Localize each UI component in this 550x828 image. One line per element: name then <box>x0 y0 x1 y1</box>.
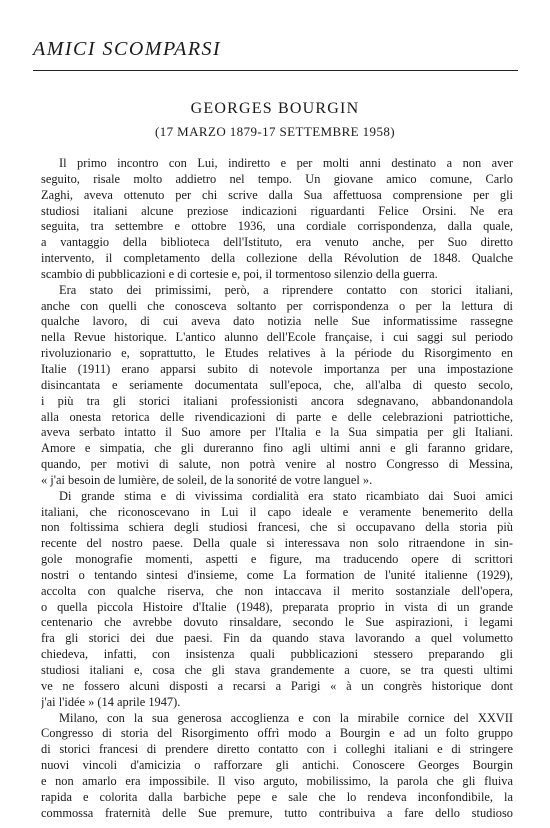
text-line: studiosi italiani alcune preziose indicazioni riguardanti Felice Orsini. Ne era <box>41 203 513 218</box>
text-line: aveva serbato intatto il Suo amore per l'Italia e la Sua simpatia per gli Italiani. <box>41 425 513 440</box>
text-line: j'ai l'idée » (14 aprile 1947). <box>41 694 181 709</box>
text-line: rivoluzionario e, soprattutto, le Etudes relatives à la période du Risorgimento en <box>41 346 513 361</box>
text-line: scambio di pubblicazioni e di cortesie e, poi, il tormentoso silenzio della guerra. <box>41 266 438 281</box>
text-line: quando, per motivi di salute, non potrà venire al nostro Congresso di Messina, <box>41 457 513 472</box>
text-line: nostri o tentando sintesi d'insieme, come La formation de l'unité italienne (1929), <box>41 567 513 582</box>
text-line: recente del nostro paese. Della quale si interessava non solo ritraendone in sin- <box>41 536 513 551</box>
text-line: centenario che avrebbe dovuto rinsaldare, secondo le Sue aspirazioni, i legami <box>41 615 513 630</box>
text-line: italiani, che riconoscevano in Lui il capo ideale e veramente benemerito della <box>41 504 513 519</box>
text-line: Italie (1911) erano apparsi subito di notevole importanza per una impostazione <box>41 361 513 376</box>
text-line: non foltissima schiera degli studiosi francesi, che si occupavano della storia più <box>41 520 513 535</box>
text-line: Il primo incontro con Lui, indiretto e per molti anni destinato a non aver <box>59 156 513 170</box>
text-line: « j'ai besoin de lumière, de soleil, de la sonorité de votre languel ». <box>41 472 373 487</box>
text-line: rapida e colorita dalla barbiche pepe e sale che lo rendeva inconfondibile, la <box>41 789 513 804</box>
text-line: nuovi vincoli d'amicizia o rafforzare gli antichi. Conoscere Georges Bourgin <box>41 758 513 773</box>
text-line: Congresso di storia del Risorgimento offrì modo a Bourgin e ad un folto gruppo <box>41 726 513 741</box>
text-line: ve ne fossero alcuni disposti a recarsi a Parigi « à un congrès historique dont <box>41 678 513 693</box>
obituary-dates: (17 MARZO 1879-17 SETTEMBRE 1958) <box>155 124 395 139</box>
text-line: accolta con qualche riserva, che non intaccava il merito sostanziale dell'opera, <box>41 583 513 598</box>
obituary-name: GEORGES BOURGIN <box>190 100 360 117</box>
text-line: anche con quelli che conosceva soltanto per corrispondenza o per la lettura di <box>41 298 513 313</box>
text-line: alla onesta retorica delle rivendicazioni di parte e delle celebrazioni patriottiche, <box>41 409 513 424</box>
text-line: fra gli storici dei due paesi. Fin da quando stava lavorando a quel volumetto <box>41 631 513 646</box>
text-line: Milano, con la sua generosa accoglienza e con la mirabile cornice del XXVII <box>59 710 513 725</box>
text-line: qualche lavoro, di cui aveva dato notizia nelle Sue informatissime rassegne <box>41 314 513 329</box>
obituary-body <box>41 156 513 821</box>
section-title: AMICI SCOMPARSI <box>33 38 222 60</box>
text-line: intervento, il completamento della collezione della Révolution de 1848. Qualche <box>41 251 513 266</box>
text-line: Amore e simpatia, che gli dureranno fino agli ultimi anni e gli faranno gridare, <box>41 441 513 456</box>
text-line: Era stato dei primissimi, però, a riprendere contatto con storici italiani, <box>59 282 513 297</box>
text-line: chiedeva, infatti, con insistenza quali pubblicazioni stessero preparando gli <box>41 647 513 662</box>
text-line: nella Revue historique. L'antico alunno dell'Ecole française, i cui saggi sul periodo <box>41 330 513 345</box>
text-line: commossa fraternità delle Sue premure, tutto contribuiva a fare dello studioso <box>41 805 513 820</box>
text-line: studiosi italiani e, cosa che gli stava grandemente a cuore, se tra questi ultimi <box>41 663 513 677</box>
section-rule <box>33 70 518 71</box>
text-line: o quella piccola Histoire d'Italie (1948), preparata proprio in vista di un grande <box>41 599 513 614</box>
text-line: a vantaggio della biblioteca dell'Istituto, era venuto anche, per Suo diretto <box>41 235 513 250</box>
text-line: gole monografie momenti, aspetti e figure, ma traducendo opere di scrittori <box>41 552 513 567</box>
text-line: Zaghi, aveva ottenuto per chi scrive dalla Sua affettuosa comprensione per gli <box>41 187 513 202</box>
text-line: i più tra gli storici italiani professionisti ancora sdegnavano, abbandonandola <box>41 393 513 408</box>
text-line: seguito, risale molto addietro nel tempo. Un giovane amico comune, Carlo <box>41 171 513 186</box>
text-line: e non amarlo era impossibile. Il viso arguto, mobilissimo, la parola che gli fluiva <box>41 773 513 788</box>
text-line: seguita, tra settembre e ottobre 1936, una cordiale corrispondenza, dalla quale, <box>41 219 513 234</box>
text-line: di storici francesi di prendere diretto contatto con i colleghi italiani e di stringere <box>41 742 513 757</box>
text-line: Di grande stima e di vivissima cordialità era stato ricambiato dai Suoi amici <box>59 488 513 503</box>
text-line: disincantata e seriamente documentata sull'epoca, che, all'alba di questo secolo, <box>41 377 513 392</box>
